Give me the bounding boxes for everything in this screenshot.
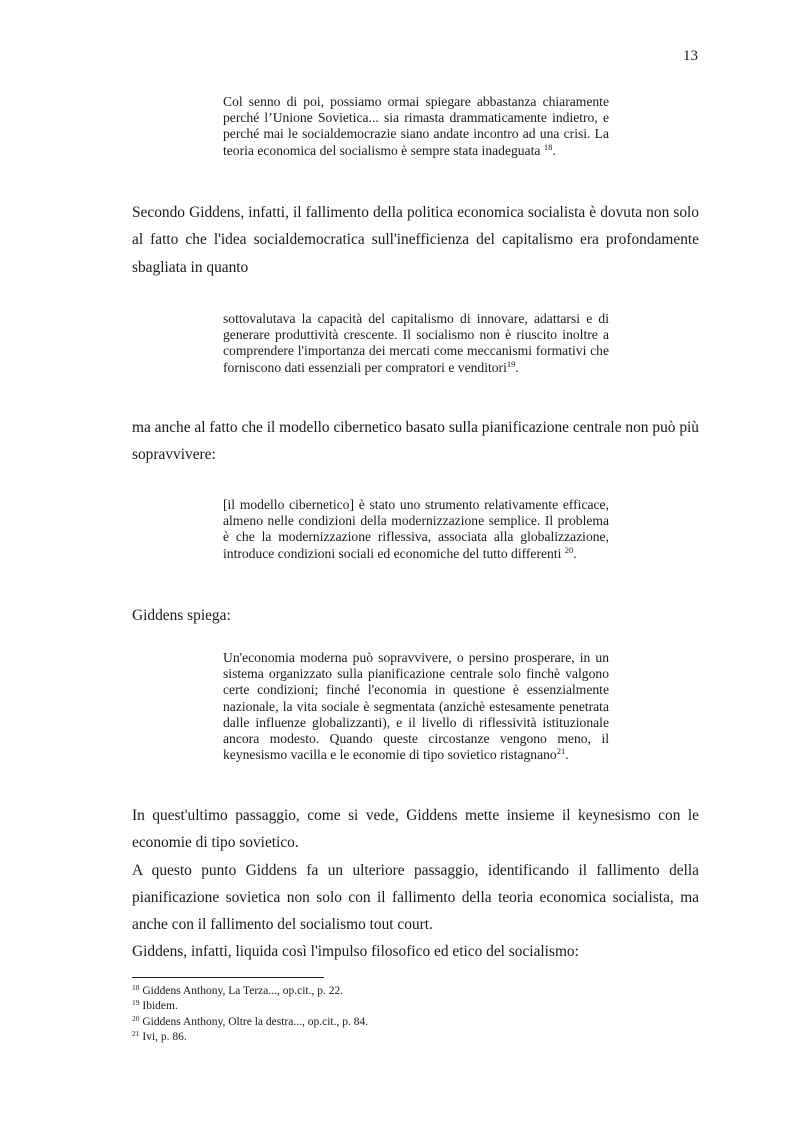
footnote-separator	[132, 977, 324, 978]
footnote-ref[interactable]: 19	[506, 358, 516, 369]
block-quote-4	[223, 650, 609, 763]
paragraph-text: In quest'ultimo passaggio, come si vede, Giddens mette insieme il keynesismo con le economie di tipo sovietico.	[132, 807, 699, 852]
quote-text: Col senno di poi, possiamo ormai spiegare abbastanza chiaramente perché l’Unione Sovietica... sia rimasta drammaticamente indietro, e perché mai le socialdemocrazie siano andate incontro ad una crisi. La teoria economica del socialismo è sempre stata inadeguata	[223, 94, 609, 158]
footnote-text: Ivi, p. 86.	[139, 1031, 187, 1044]
footnote-21	[132, 1030, 692, 1045]
quote-paragraph	[223, 94, 609, 159]
paragraph-text: ma anche al fatto che il modello cibernetico basato sulla pianificazione centrale non può più sopravvivere:	[132, 419, 699, 464]
footnote-20	[132, 1015, 692, 1030]
paragraph-text: Giddens, infatti, liquida così l'impulso filosofico ed etico del socialismo:	[132, 943, 579, 961]
footnote-ref[interactable]: 21	[556, 746, 566, 757]
body-paragraph-1	[132, 199, 699, 281]
footnote-number: 20	[132, 1013, 140, 1023]
footnote-number: 18	[132, 983, 140, 992]
footnote-18	[132, 984, 692, 999]
quote-end: .	[552, 142, 556, 158]
footnote-number: 19	[132, 998, 140, 1008]
footnote-ref[interactable]: 20	[564, 544, 574, 555]
body-paragraph-2	[132, 414, 699, 469]
quote-end: .	[573, 545, 577, 561]
paragraph-text: Secondo Giddens, infatti, il fallimento della politica economica socialista è dovuta non solo al fatto che l'idea socialdemocratica sull'inefficienza del capitalismo era profondamente sbagliata in quanto	[132, 204, 699, 276]
footnote-number: 21	[132, 1029, 140, 1039]
quote-text: Un'economia moderna può sopravvivere, o persino prosperare, in un sistema organizzato sulla pianificazione centrale solo finchè valgono certe condizioni; finché l'economia in questione è essenzialmente nazionale, la vita sociale è segmentata (anzichè estesamente penetrata dalle influenze globalizzanti), e il livello di riflessività istituzionale ancora modesto. Quando queste circostanze vengono meno, il keynesismo vacilla e le economie di tipo sovietico ristagnano	[223, 650, 609, 763]
quote-paragraph	[223, 311, 609, 376]
quote-text: sottovalutava la capacità del capitalismo di innovare, adattarsi e di generare produttività crescente. Il socialismo non è riuscito inoltre a comprendere l'importanza dei mercati come meccanismi formativi che forniscono dati essenziali per compratori e venditori	[223, 311, 609, 375]
body-paragraph-3	[132, 602, 699, 629]
block-quote-3	[223, 497, 609, 562]
footnotes	[132, 984, 692, 1046]
quote-paragraph	[223, 650, 609, 763]
footnote-19	[132, 999, 692, 1014]
paragraph-text: A questo punto Giddens fa un ulteriore passaggio, identificando il fallimento della pianificazione sovietica non solo con il fallimento della teoria economica socialista, ma anche con il fallimento del socialismo tout court.	[132, 861, 699, 934]
paragraph-text: Giddens spiega:	[132, 607, 231, 624]
page-number: 13	[683, 48, 698, 64]
quote-text: [il modello cibernetico] è stato uno strumento relativamente efficace, almeno nelle condizioni della modernizzazione semplice. Il problema è che la modernizzazione riflessiva, associata alla globalizzazione, introduce condizioni sociali ed economiche del tutto differenti	[223, 497, 609, 561]
footnote-text: Giddens Anthony, Oltre la destra..., op.cit., p. 84.	[139, 1015, 369, 1028]
block-quote-1	[223, 94, 609, 159]
footnote-ref[interactable]: 18	[543, 141, 553, 152]
quote-end: .	[565, 747, 569, 763]
footnote-text: Giddens Anthony, La Terza..., op.cit., p. 22.	[139, 985, 344, 997]
footnote-text: Ibidem.	[139, 1000, 178, 1013]
quote-end: .	[515, 359, 519, 375]
quote-paragraph	[223, 497, 609, 562]
body-paragraph-4	[132, 802, 699, 966]
block-quote-2	[223, 311, 609, 376]
